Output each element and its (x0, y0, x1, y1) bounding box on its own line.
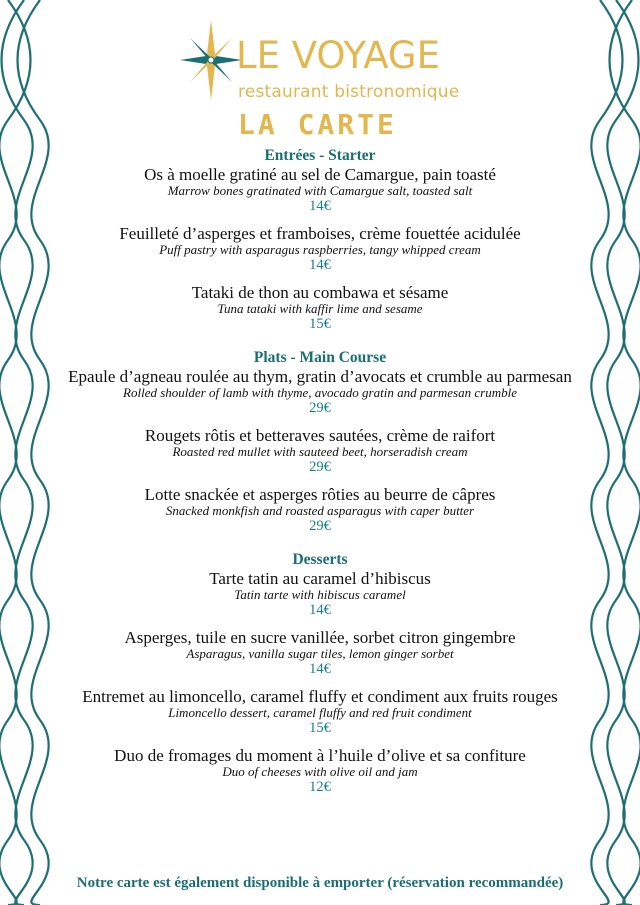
takeaway-note: Notre carte est également disponible à emporter (réservation recommandée) (76, 875, 564, 891)
dish-name-fr: Feuilleté d’asperges et framboises, crème fouettée acidulée (119, 224, 521, 243)
dish-name-en: Tuna tataki with kaffir lime and sesame (217, 301, 423, 316)
section-title: Desserts (292, 551, 348, 568)
menu (40, 146, 600, 811)
dish-name-fr: Tataki de thon au combawa et sésame (191, 283, 449, 302)
brand-name: LE VOYAGE (236, 34, 440, 77)
dish-name-fr: Os à moelle gratiné au sel de Camargue, pain toasté (144, 165, 496, 184)
dish-name-fr: Epaule d’agneau roulée au thym, gratin d’avocats et crumble au parmesan (68, 367, 572, 386)
header (0, 12, 640, 142)
dish-name-en: Limoncello dessert, caramel fluffy and red fruit condiment (168, 705, 472, 720)
dish-price: 14€ (309, 661, 331, 677)
section-title: Entrées - Starter (264, 147, 376, 164)
dish (40, 368, 600, 416)
dish (40, 284, 600, 332)
page-title: LA CARTE (238, 108, 397, 141)
dish-price: 12€ (309, 779, 331, 795)
menu-section (40, 146, 600, 332)
dish-name-en: Marrow bones gratinated with Camargue salt, toasted salt (167, 183, 473, 198)
dish-name-en: Asparagus, vanilla sugar tiles, lemon ginger sorbet (186, 646, 454, 661)
dish (40, 688, 600, 736)
dish-name-fr: Tarte tatin au caramel d’hibiscus (209, 569, 431, 588)
dish-name-en: Snacked monkfish and roasted asparagus with caper butter (165, 503, 475, 518)
dish-price: 29€ (309, 400, 331, 416)
dish-name-en: Rolled shoulder of lamb with thyme, avocado gratin and parmesan crumble (123, 385, 517, 400)
dish (40, 629, 600, 677)
dish-name-en: Roasted red mullet with sauteed beet, horseradish cream (172, 444, 468, 459)
dish (40, 166, 600, 214)
dish-name-en: Puff pastry with asparagus raspberries, tangy whipped cream (159, 242, 481, 257)
dish-price: 15€ (309, 316, 331, 332)
brand-tagline: restaurant bistronomique (238, 82, 460, 102)
dish-name-fr: Asperges, tuile en sucre vanillée, sorbet citron gingembre (124, 628, 516, 647)
compass-rose-icon (180, 20, 242, 100)
dish-name-fr: Entremet au limoncello, caramel fluffy et condiment aux fruits rouges (82, 687, 558, 706)
dish-price: 14€ (309, 257, 331, 273)
menu-section (40, 348, 600, 534)
dish-name-fr: Duo de fromages du moment à l’huile d’olive et sa confiture (114, 746, 526, 765)
dish-name-en: Duo of cheeses with olive oil and jam (222, 764, 418, 779)
dish (40, 570, 600, 618)
dish-price: 14€ (309, 198, 331, 214)
dish-name-en: Tatin tarte with hibiscus caramel (234, 587, 406, 602)
dish (40, 225, 600, 273)
dish-price: 29€ (309, 459, 331, 475)
dish (40, 747, 600, 795)
dish-name-fr: Lotte snackée et asperges rôties au beurre de câpres (144, 485, 496, 504)
menu-section (40, 550, 600, 795)
dish-price: 29€ (309, 518, 331, 534)
dish-name-fr: Rougets rôtis et betteraves sautées, crème de raifort (144, 426, 496, 445)
section-title: Plats - Main Course (253, 349, 387, 366)
dish-price: 15€ (309, 720, 331, 736)
dish-price: 14€ (309, 602, 331, 618)
dish (40, 427, 600, 475)
dish (40, 486, 600, 534)
